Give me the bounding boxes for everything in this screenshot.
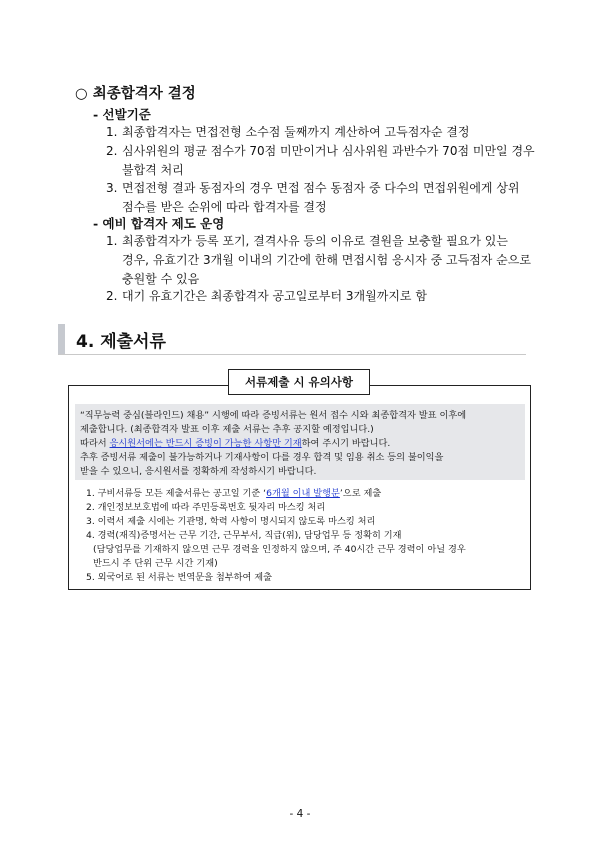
page-number: - 4 - bbox=[289, 808, 311, 820]
section-title: ○ 최종합격자 결정 bbox=[75, 86, 196, 102]
item-number: 1. bbox=[106, 125, 118, 139]
reserve-heading: - 예비 합격자 제도 운영 bbox=[93, 216, 225, 231]
item-text: 최종합격자는 면접전형 소수점 둘째까지 계산하여 고득점자순 결정 bbox=[122, 125, 470, 139]
item-text: 심사위원의 평균 점수가 70점 미만이거나 심사위원 과반수가 70점 미만일 경우 bbox=[122, 144, 535, 158]
item-text: 대기 유효기간은 최종합격자 공고일로부터 3개월까지로 함 bbox=[122, 289, 427, 303]
item-text: 충원할 수 있음 bbox=[122, 272, 200, 286]
selection-item-2 bbox=[106, 142, 566, 182]
list-item: 5. 외국어로 된 서류는 번역문을 첨부하여 제출 bbox=[86, 572, 273, 583]
selection-item-3 bbox=[106, 179, 566, 219]
notice-box-title: 서류제출 시 유의사항 bbox=[228, 369, 370, 395]
list-item: 4. 경력(재직)증명서는 근무 기간, 근무부서, 직급(위), 담당업무 등 정확히 기재 bbox=[86, 530, 402, 541]
list-underlined-text: 6개월 이내 발행분 bbox=[266, 488, 340, 499]
selection-item-1 bbox=[106, 123, 546, 143]
list-item-continuation: 반드시 주 단위 근무 시간 기재) bbox=[93, 558, 218, 569]
list-item-continuation: (담당업무를 기재하지 않으면 근무 경력을 인정하지 않으며, 주 40시간 근무 경력이 아닐 경우 bbox=[93, 544, 466, 555]
section-4-title: 4. 제출서류 bbox=[76, 332, 166, 352]
list-item bbox=[86, 487, 381, 501]
item-text: 면접전형 결과 동점자의 경우 면접 점수 동점자 중 다수의 면접위원에게 상위 bbox=[122, 181, 520, 195]
notice-text: 하여 주시기 바랍니다. bbox=[301, 438, 391, 449]
item-number: 2. bbox=[106, 144, 118, 158]
item-text: 불합격 처리 bbox=[122, 163, 184, 177]
list-text: 1. 구비서류등 모든 제출서류는 공고일 기준 ‘ bbox=[86, 488, 267, 499]
item-text: 점수를 받은 순위에 따라 합격자를 결정 bbox=[122, 200, 327, 214]
item-text: 최종합격자가 등록 포기, 결격사유 등의 이유로 결원을 보충할 필요가 있는 bbox=[122, 234, 508, 248]
heading-accent-bar bbox=[58, 324, 65, 354]
notice-line: 받을 수 있으니, 응시원서를 정확하게 작성하시기 바랍니다. bbox=[80, 466, 317, 477]
blind-hiring-notice bbox=[75, 404, 525, 480]
list-text: ’으로 제출 bbox=[339, 488, 382, 499]
list-item: 3. 이력서 제출 시에는 기관명, 학력 사항이 명시되지 않도록 마스킹 처리 bbox=[86, 516, 376, 527]
reserve-item-1 bbox=[106, 232, 566, 290]
notice-underlined-text: 응시원서에는 반드시 증빙이 가능한 사항만 기재 bbox=[109, 438, 302, 449]
section-4-heading bbox=[58, 324, 526, 355]
item-number: 2. bbox=[106, 289, 118, 303]
list-item: 2. 개인정보보호법에 따라 주민등록번호 뒷자리 마스킹 처리 bbox=[86, 502, 326, 513]
selection-heading: - 선발기준 bbox=[93, 107, 151, 122]
item-text: 경우, 유효기간 3개월 이내의 기간에 한해 면접시험 응시자 중 고득점자 순으로 bbox=[122, 253, 531, 267]
reserve-item-2 bbox=[106, 287, 546, 307]
notice-line: “직무능력 중심(블라인드) 채용” 시행에 따라 증빙서류는 원서 접수 시와 최종합격자 발표 이후에 bbox=[80, 410, 467, 421]
item-number: 3. bbox=[106, 181, 118, 195]
notice-line: 제출합니다. (최종합격자 발표 이후 제출 서류는 추후 공지할 예정입니다.) bbox=[80, 424, 374, 435]
item-number: 1. bbox=[106, 234, 118, 248]
notice-line: 추후 증빙서류 제출이 불가능하거나 기재사항이 다를 경우 합격 및 임용 취소 등의 불이익을 bbox=[80, 452, 444, 463]
notice-text: 따라서 bbox=[80, 438, 110, 449]
notice-line bbox=[80, 437, 390, 451]
